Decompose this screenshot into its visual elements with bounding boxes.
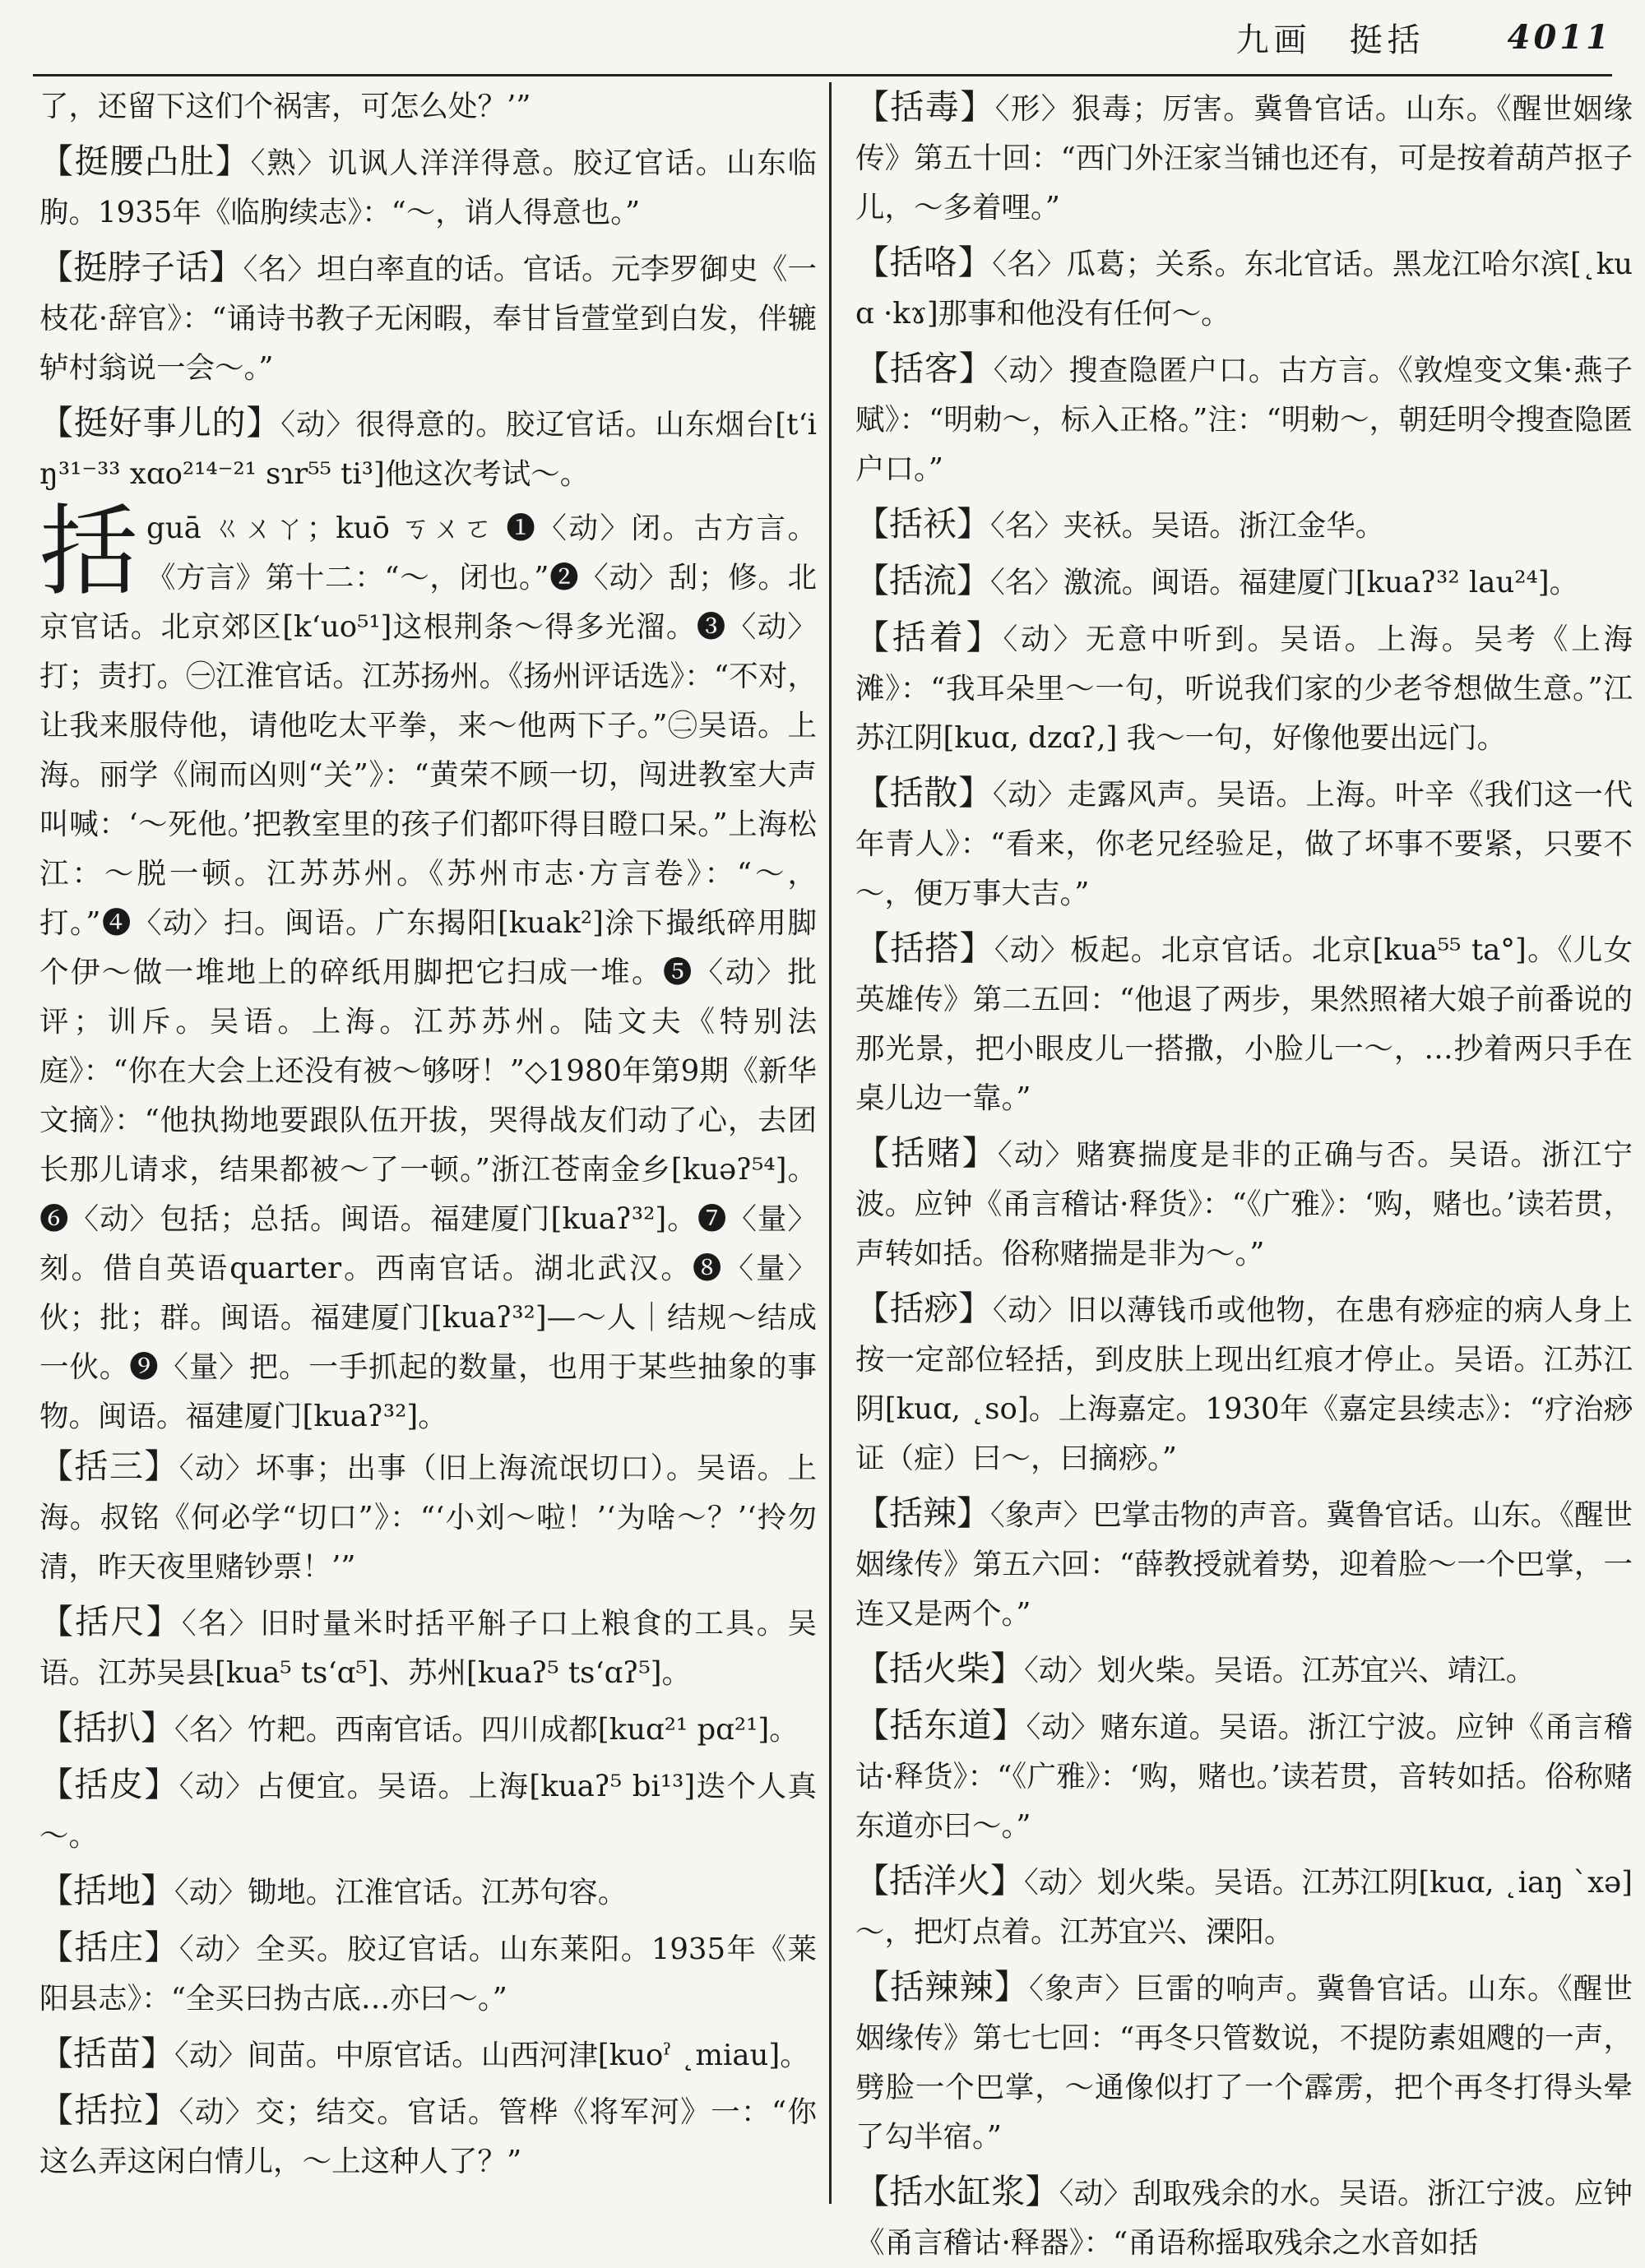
entry-body: 〈动〉锄地。江淮官话。江苏句容。 <box>174 1876 628 1909</box>
entry-headword: 【括着】 <box>855 618 1003 657</box>
entry-body: 〈熟〉讥讽人洋洋得意。胶辽官话。山东临朐。1935年《临朐续志》：“～，诮人得意也。” <box>39 146 817 229</box>
dictionary-entry <box>39 2085 817 2187</box>
entry-headword: 【挺好事儿的】 <box>39 403 281 442</box>
entry-body: 〈名〉坦白率直的话。官话。元李罗御史《一枝花·辞官》：“诵诗书教子无闲暇，奉甘旨萱堂到白发，伴辘轳村翁说一会～。” <box>39 252 817 385</box>
section-title: 九画 挺括 <box>1235 21 1425 59</box>
entry-headword: 【括水缸浆】 <box>855 2172 1059 2211</box>
entry-headword: 【括拉】 <box>39 2090 179 2130</box>
entry-headword: 【括赌】 <box>855 1133 998 1173</box>
entry-headword: 【括散】 <box>855 773 993 812</box>
entry-headword: 【括客】 <box>855 349 994 388</box>
entry-headword: 【括地】 <box>39 1871 174 1910</box>
entry-body: 〈动〉无意中听到。吴语。上海。吴考《上海滩》：“我耳朵里～一句，听说我们家的少老爷想做生意。”江苏江阴[kuɑ, dzɑʔ,] 我～一句，好像他要出远门。 <box>855 623 1633 755</box>
entry-headword: 【括毒】 <box>855 87 995 127</box>
entry-headword: 【括咯】 <box>855 243 993 282</box>
dictionary-entry <box>855 1701 1633 1851</box>
dictionary-entry <box>855 1488 1633 1639</box>
dictionary-entry <box>39 1597 817 1698</box>
entry-headword: 【括火柴】 <box>855 1649 1024 1688</box>
entry-headword: 【括苗】 <box>39 2034 174 2073</box>
entry-headword: 【挺腰凸肚】 <box>39 141 251 181</box>
dictionary-entry <box>855 1644 1633 1696</box>
dictionary-entry <box>855 344 1633 494</box>
dictionary-entry <box>39 1923 817 2024</box>
dictionary-entry <box>39 398 817 499</box>
dictionary-entry <box>39 1866 817 1918</box>
character-heading: 括 <box>39 495 138 609</box>
entry-body: 〈动〉赌赛揣度是非的正确与否。吴语。浙江宁波。应钟《甬言稽诂·释货》：“《广雅》：‘购，赌也。’读若贯，声转如括。俗称赌揣是非为～。” <box>855 1138 1633 1271</box>
dictionary-entry <box>855 499 1633 551</box>
entry-continuation: 了，还留下这们个祸害，可怎么处？’” <box>39 90 531 123</box>
dictionary-entry <box>855 768 1633 919</box>
entry-body: 〈动〉全买。胶辽官话。山东莱阳。1935年《莱阳县志》：“全买曰㧑古底…亦曰～。” <box>39 1932 817 2016</box>
entry-body: 〈动〉搜查隐匿户口。古方言。《敦煌变文集·燕子赋》：“明勅～，标入正格。”注：“明勅～，朝廷明令搜查隐匿户口。” <box>855 354 1633 486</box>
dictionary-entry <box>39 243 817 393</box>
entry-headword: 【挺脖子话】 <box>39 248 243 287</box>
dictionary-entry <box>855 556 1633 608</box>
dictionary-entry <box>855 1962 1633 2162</box>
entry-headword: 【括皮】 <box>39 1765 179 1804</box>
dictionary-entry <box>39 1442 817 1592</box>
entry-headword: 【括三】 <box>39 1446 179 1486</box>
entry-headword: 【括扒】 <box>39 1708 174 1747</box>
dictionary-entry <box>855 1128 1633 1279</box>
entry-headword: 【括流】 <box>855 561 990 600</box>
dictionary-entry <box>39 137 817 238</box>
entry-body: 〈名〉竹耙。西南官话。四川成都[kuɑ²¹ pɑ²¹]。 <box>174 1713 799 1747</box>
entry-body: 〈名〉瓜葛；关系。东北官话。黑龙江哈尔滨[˛kuɑ ·kɤ]那事和他没有任何～。 <box>855 248 1633 331</box>
entry-headword: 【括痧】 <box>855 1289 993 1328</box>
dictionary-entry <box>855 1856 1633 1957</box>
page-header <box>33 0 1612 76</box>
dictionary-entry <box>39 1760 817 1861</box>
right-column <box>855 82 1633 2260</box>
entry-headword: 【括辣辣】 <box>855 1967 1029 2006</box>
entry-body: 〈动〉走露风声。吴语。上海。叶辛《我们这一代年青人》：“看来，你老兄经验足，做了坏事不要紧，只要不～，便万事大吉。” <box>855 778 1633 910</box>
entry-body: 〈动〉间苗。中原官话。山西河津[kuoˀ ˛miau]。 <box>174 2039 809 2072</box>
entry-body: 〈象声〉巴掌击物的声音。冀鲁官话。山东。《醒世姻缘传》第五六回：“薛教授就着势，迎着脸～一个巴掌，一连又是两个。” <box>855 1498 1633 1631</box>
entry-headword: 【括庄】 <box>39 1928 179 1967</box>
page-number: 4011 <box>1507 17 1612 57</box>
dictionary-entry <box>855 923 1633 1123</box>
entry-body: 〈动〉坏事；出事（旧上海流氓切口）。吴语。上海。叔铭《何必学“切口”》：“‘小刘～啦！’‘为啥～？’‘拎勿清，昨天夜里赌钞票！’” <box>39 1451 817 1584</box>
entry-headword: 【括尺】 <box>39 1602 182 1641</box>
entry-body: 〈动〉很得意的。胶辽官话。山东烟台[tʻiŋ³¹⁻³³ xɑo²¹⁴⁻²¹ sɿr⁵⁵ ti³]他这次考试～。 <box>39 408 817 491</box>
entry-body: 〈形〉狠毒；厉害。冀鲁官话。山东。《醒世姻缘传》第五十回：“西门外汪家当铺也还有，可是按着葫芦抠子儿，～多着哩。” <box>855 92 1633 224</box>
entry-body: 〈动〉赌东道。吴语。浙江宁波。应钟《甬言稽诂·释货》：“《广雅》：‘购，赌也。’读若贯，音转如括。俗称赌东道亦曰～。” <box>855 1710 1633 1843</box>
entry-body: 〈动〉划火柴。吴语。江苏宜兴、靖江。 <box>1024 1654 1536 1687</box>
entry-body: 〈动〉刮取残余的水。吴语。浙江宁波。应钟《甬言稽诂·释器》：“甬语称摇取残余之水音如括 <box>855 2177 1633 2260</box>
dictionary-entry <box>39 1703 817 1755</box>
entry-body: 〈名〉激流。闽语。福建厦门[kuaʔ³² lau²⁴]。 <box>990 566 1579 599</box>
entry-body: 〈名〉夹袄。吴语。浙江金华。 <box>990 509 1385 543</box>
dictionary-entry <box>855 82 1633 233</box>
entry-headword: 【括袄】 <box>855 504 990 544</box>
entry-headword: 【括东道】 <box>855 1706 1026 1745</box>
left-column <box>39 82 817 2204</box>
column-divider <box>829 82 832 2204</box>
entry-body: 〈名〉旧时量米时括平斛子口上粮食的工具。吴语。江苏吴县[kua⁵ tsʻɑ⁵]、苏州[kuaʔ⁵ tsʻɑʔ⁵]。 <box>39 1607 817 1690</box>
entry-headword: 【括辣】 <box>855 1493 990 1533</box>
character-definition: guā ㄍㄨㄚ；kuō ㄎㄨㄛ ❶〈动〉闭。古方言。《方言》第十二：“～，闭也。”❷〈动〉刮；修。北京官话。北京郊区[kʻuo⁵¹]这根荆条～得多光溜。❸〈动〉打；责打。㊀江淮官话。江苏扬州。《扬州评话选》：“不对，让我来服侍他，请他吃太平拳，来～他两下子。”㊁吴语。上海。丽学《闹而凶则“关”》：“黄荣不顾一切，闯进教室大声叫喊：‘～死他。’把教室里的孩子们都吓得目瞪口呆。”上海松江：～脱一顿。江苏苏州。《苏州市志·方言卷》：“～，打。”❹〈动〉扫。闽语。广东揭阳[kuak²]涂下撮纸碎用脚个伊～做一堆地上的碎纸用脚把它扫成一堆。❺〈动〉批评；训斥。吴语。上海。江苏苏州。陆文夫《特别法庭》：“你在大会上还没有被～够呀！”◇1980年第9期《新华文摘》：“他执拗地要跟队伍开拔，哭得战友们动了心，去团长那儿请求，结果都被～了一顿。”浙江苍南金乡[kuəʔ⁵⁴]。❻〈动〉包括；总括。闽语。福建厦门[kuaʔ³²]。❼〈量〉刻。借自英语quarter。西南官话。湖北武汉。❽〈量〉伙；批；群。闽语。福建厦门[kuaʔ³²]—～人｜结规～结成一伙。❾〈量〉把。一手抓起的数量，也用于某些抽象的事物。闽语。福建厦门[kuaʔ³²]。 <box>39 511 817 1433</box>
entry-body: 〈动〉占便宜。吴语。上海[kuaʔ⁵ bi¹³]迭个人真～。 <box>39 1770 817 1853</box>
entry-body: 〈动〉旧以薄钱币或他物，在患有痧症的病人身上按一定部位轻括，到皮肤上现出红痕才停止。吴语。江苏江阴[kuɑ, ˛so]。上海嘉定。1930年《嘉定县续志》：“疗治痧证（症）曰～，曰摘痧。” <box>855 1294 1633 1475</box>
entry-headword: 【括洋火】 <box>855 1861 1025 1900</box>
dictionary-entry <box>855 238 1633 339</box>
dictionary-entry <box>855 613 1633 763</box>
dictionary-entry <box>39 2029 817 2081</box>
character-entry <box>39 495 817 1442</box>
dictionary-entry <box>855 1284 1633 1483</box>
entry-headword: 【括搭】 <box>855 928 994 968</box>
entry-body: 〈动〉划火柴。吴语。江苏江阴[kuɑ, ˛iaŋ ˋxə]～，把灯点着。江苏宜兴、溧阳。 <box>855 1866 1633 1949</box>
dictionary-entry <box>855 2167 1633 2268</box>
entry-body: 〈动〉交；结交。官话。管桦《将军河》一：“你这么弄这闲白情儿，～上这种人了？” <box>39 2095 818 2178</box>
entry-body: 〈动〉板起。北京官话。北京[kua⁵⁵ ta°]。《儿女英雄传》第二五回：“他退了两步，果然照褚大娘子前番说的那光景，把小眼皮儿一搭撒，小脸儿一～，…抄着两只手在桌儿边一靠。” <box>855 933 1633 1115</box>
entry-body: 〈象声〉巨雷的响声。冀鲁官话。山东。《醒世姻缘传》第七七回：“再冬只管数说，不提防素姐飕的一声，劈脸一个巴掌，～通像似打了一个霹雳，把个再冬打得头晕了勾半宿。” <box>855 1972 1633 2154</box>
